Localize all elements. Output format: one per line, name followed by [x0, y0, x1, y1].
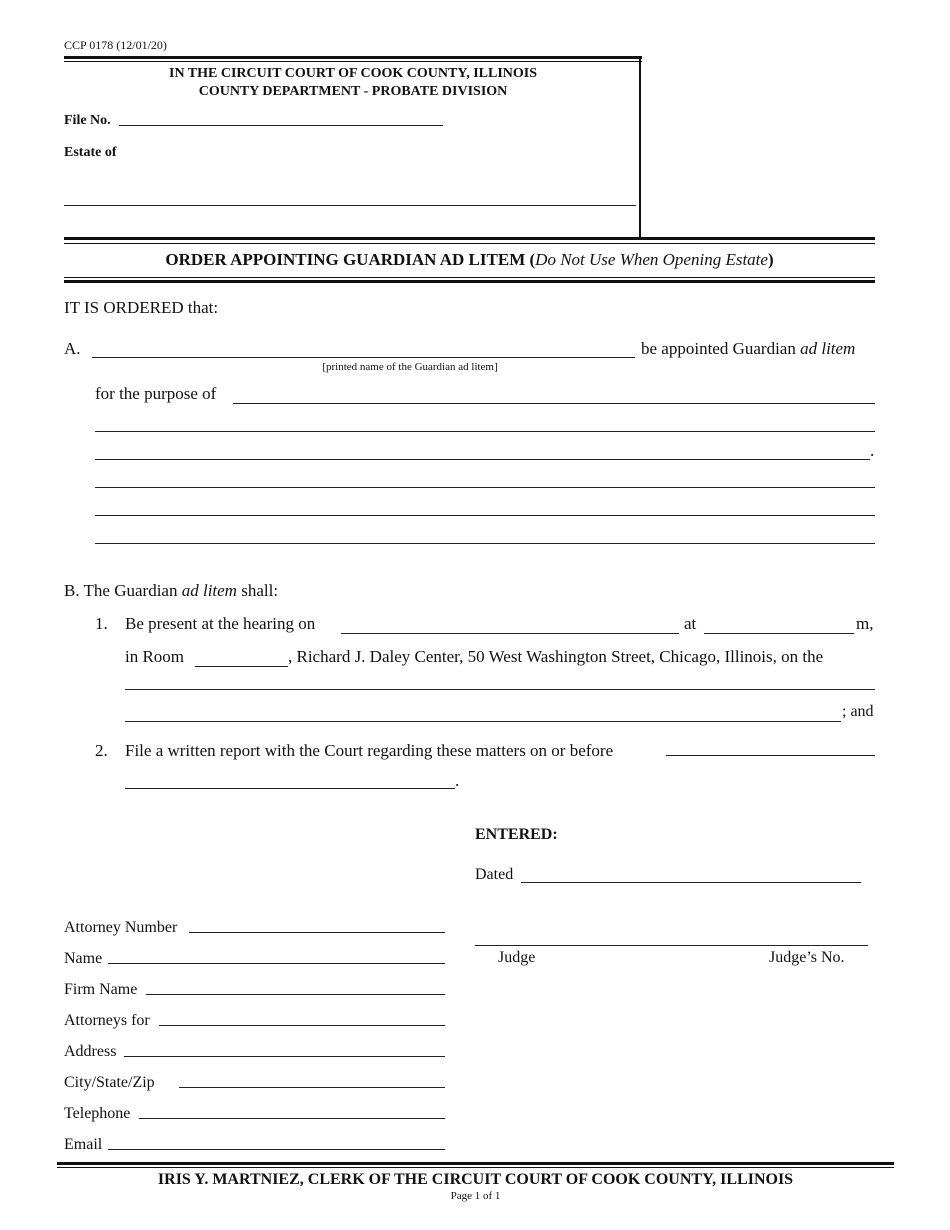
entered-label: ENTERED:	[475, 826, 558, 843]
report-period: .	[455, 771, 460, 790]
title-note: Do Not Use When Opening Estate	[535, 250, 768, 269]
judge-label: Judge	[498, 949, 536, 966]
city-state-zip-field[interactable]	[179, 1087, 445, 1088]
hearing-time-field[interactable]	[704, 633, 854, 634]
appointed-text	[641, 339, 855, 359]
attorney-name-label: Name	[64, 950, 103, 967]
guardian-name-caption: [printed name of the Guardian ad litem]	[322, 361, 498, 373]
purpose-period: .	[870, 441, 875, 460]
purpose-line-1[interactable]	[233, 403, 875, 404]
attorneys-for-label: Attorneys for	[64, 1012, 150, 1029]
court-line-2: COUNTY DEPARTMENT - PROBATE DIVISION	[198, 84, 508, 99]
dated-label: Dated	[475, 866, 514, 883]
ordered-text: IT IS ORDERED that:	[64, 298, 219, 317]
estate-label: Estate of	[64, 145, 117, 160]
footer-rule-thin	[57, 1167, 894, 1168]
email-field[interactable]	[108, 1149, 445, 1150]
attorneys-for-field[interactable]	[159, 1025, 445, 1026]
report-date-field-2[interactable]	[125, 788, 455, 789]
m-label: m,	[856, 614, 874, 633]
attorney-number-label: Attorney Number	[64, 919, 178, 936]
and-label: ; and	[842, 703, 874, 720]
item-1-text: Be present at the hearing on	[125, 614, 316, 633]
firm-name-label: Firm Name	[64, 981, 138, 998]
room-suffix: , Richard J. Daley Center, 50 West Washington Street, Chicago, Illinois, on the	[288, 647, 824, 666]
address-label: Address	[64, 1043, 117, 1060]
judge-no-label: Judge’s No.	[769, 949, 845, 966]
clerk-line: IRIS Y. MARTNIEZ, CLERK OF THE CIRCUIT COURT OF COOK COUNTY, ILLINOIS	[157, 1171, 794, 1188]
purpose-line-2[interactable]	[95, 431, 875, 432]
room-prefix: in Room	[125, 647, 185, 666]
page-number: Page 1 of 1	[450, 1190, 501, 1202]
appointed-italic: ad litem	[800, 339, 856, 358]
court-line-1: IN THE CIRCUIT COURT OF COOK COUNTY, ILLINOIS	[169, 66, 537, 81]
section-b-italic: ad litem	[181, 581, 237, 600]
item-2-text: File a written report with the Court regarding these matters on or before	[125, 741, 614, 760]
city-state-zip-label: City/State/Zip	[64, 1074, 155, 1091]
telephone-label: Telephone	[64, 1105, 131, 1122]
order-title	[64, 250, 875, 270]
file-no-field[interactable]	[119, 125, 443, 126]
title-top-rule	[64, 237, 875, 240]
title-bottom-rule	[64, 280, 875, 283]
hearing-date-field[interactable]	[341, 633, 679, 634]
title-paren-close: )	[767, 250, 774, 269]
dated-field[interactable]	[521, 882, 861, 883]
purpose-line-3[interactable]	[95, 459, 870, 460]
appointed-prefix: be appointed Guardian	[641, 339, 796, 358]
section-b-prefix: B. The Guardian	[64, 581, 178, 600]
hearing-purpose-line-2[interactable]	[125, 721, 841, 722]
email-label: Email	[64, 1136, 103, 1153]
footer-rule	[57, 1162, 894, 1165]
estate-field[interactable]	[64, 205, 636, 206]
form-id: CCP 0178 (12/01/20)	[64, 38, 167, 52]
at-label: at	[684, 614, 697, 633]
telephone-field[interactable]	[139, 1118, 445, 1119]
title-main: ORDER APPOINTING GUARDIAN AD LITEM	[165, 250, 526, 269]
purpose-line-6[interactable]	[95, 543, 875, 544]
title-paren-open: (	[529, 250, 536, 269]
room-field[interactable]	[195, 666, 288, 667]
item-1-number: 1.	[95, 614, 108, 633]
purpose-label: for the purpose of	[95, 384, 217, 403]
judge-signature-field[interactable]	[475, 945, 868, 946]
section-b-intro	[64, 581, 278, 601]
report-date-field[interactable]	[666, 755, 875, 756]
file-no-label: File No.	[64, 113, 111, 128]
header-top-rule-thin	[64, 61, 642, 62]
item-2-number: 2.	[95, 741, 108, 760]
title-top-rule-thin	[64, 243, 875, 244]
purpose-line-5[interactable]	[95, 515, 875, 516]
firm-name-field[interactable]	[146, 994, 445, 995]
guardian-name-field[interactable]	[92, 357, 635, 358]
attorney-number-field[interactable]	[189, 932, 445, 933]
header-top-rule	[64, 56, 642, 59]
address-field[interactable]	[124, 1056, 445, 1057]
section-a-letter: A.	[64, 339, 81, 358]
title-bottom-rule-thin	[64, 277, 875, 278]
hearing-purpose-line-1[interactable]	[125, 689, 875, 690]
attorney-name-field[interactable]	[108, 963, 445, 964]
purpose-line-4[interactable]	[95, 487, 875, 488]
section-b-suffix: shall:	[241, 581, 279, 600]
